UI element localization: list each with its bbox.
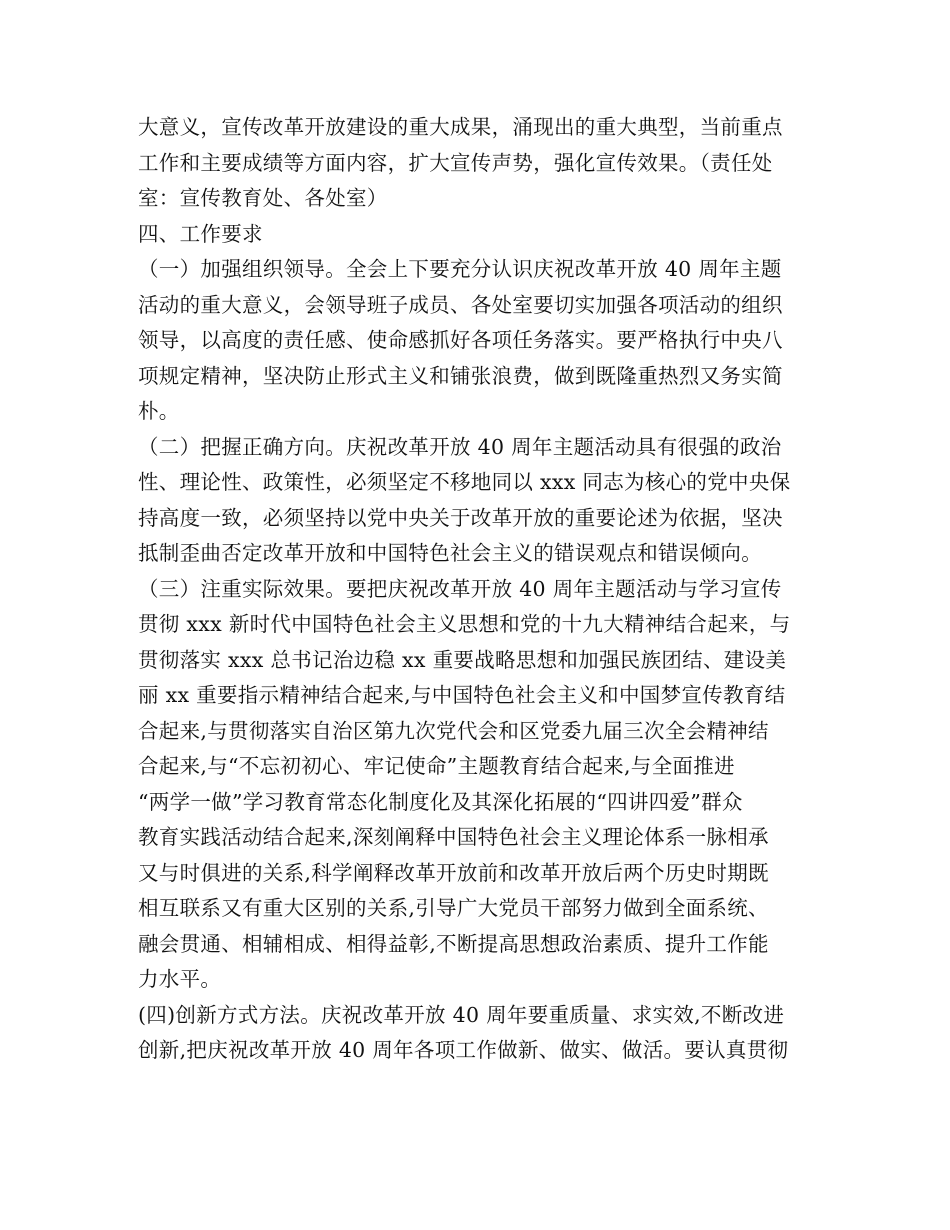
text-line: “两学一做”学习教育常态化制度化及其深化拓展的“四讲四爱”群众 <box>138 789 743 814</box>
text-line: 领导，以高度的责任感、使命感抓好各项任务落实。要严格执行中央八 <box>138 328 783 352</box>
text-line: 持高度一致，必须坚持以党中央关于改革开放的重要论述为依据，坚决 <box>138 505 783 530</box>
text-line: 性、理论性、政策性，必须坚定不移地同以 xxx 同志为核心的党中央保 <box>138 470 791 494</box>
text-line: 工作和主要成绩等方面内容，扩大宣传声势，强化宣传效果。（责任处 <box>138 150 773 175</box>
text-line: 抵制歪曲否定改革开放和中国特色社会主义的错误观点和错误倾向。 <box>138 541 762 565</box>
text-line: 活动的重大意义，会领导班子成员、各处室要切实加强各项活动的组织 <box>138 292 783 317</box>
text-line: 贯彻落实 xxx 总书记治边稳 xx 重要战略思想和加强民族团结、建设美 <box>138 647 787 672</box>
text-line: （一）加强组织领导。全会上下要充分认识庆祝改革开放 40 周年主题 <box>138 257 782 281</box>
text-line: （三）注重实际效果。要把庆祝改革开放 40 周年主题活动与学习宣传 <box>138 576 782 601</box>
section-heading: 四、工作要求 <box>138 221 263 246</box>
text-line: 教育实践活动结合起来,深刻阐释中国特色社会主义理论体系一脉相承 <box>138 825 769 849</box>
text-line: （二）把握正确方向。庆祝改革开放 40 周年主题活动具有很强的政治 <box>138 434 782 459</box>
document-body-text <box>138 110 818 1069</box>
text-line: 合起来,与“不忘初初心、牢记使命”主题教育结合起来,与全面推进 <box>138 754 735 778</box>
text-line: 朴。 <box>138 399 180 423</box>
text-line: 贯彻 xxx 新时代中国特色社会主义思想和党的十九大精神结合起来，与 <box>138 612 791 636</box>
text-line: 又与时俱进的关系,科学阐释改革开放前和改革开放后两个历史时期既 <box>138 860 769 885</box>
text-line: 大意义，宣传改革开放建设的重大成果，涌现出的重大典型，当前重点 <box>138 115 783 139</box>
text-line: 创新,把庆祝改革开放 40 周年各项工作做新、做实、做活。要认真贯彻 <box>138 1038 789 1062</box>
text-line: 力水平。 <box>138 967 222 991</box>
text-line: 丽 xx 重要指示精神结合起来,与中国特色社会主义和中国梦宣传教育结 <box>138 683 786 707</box>
text-line: (四)创新方式方法。庆祝改革开放 40 周年要重质量、求实效,不断改进 <box>138 1002 785 1027</box>
text-line: 融会贯通、相辅相成、相得益彰,不断提高思想政治素质、提升工作能 <box>138 931 769 956</box>
text-line: 合起来,与贯彻落实自治区第九次党代会和区党委九届三次全会精神结 <box>138 718 769 743</box>
text-line: 室：宣传教育处、各处室） <box>138 186 388 210</box>
text-line: 相互联系又有重大区别的关系,引导广大党员干部努力做到全面系统、 <box>138 896 769 920</box>
text-line: 项规定精神，坚决防止形式主义和铺张浪费，做到既隆重热烈又务实简 <box>138 363 783 388</box>
